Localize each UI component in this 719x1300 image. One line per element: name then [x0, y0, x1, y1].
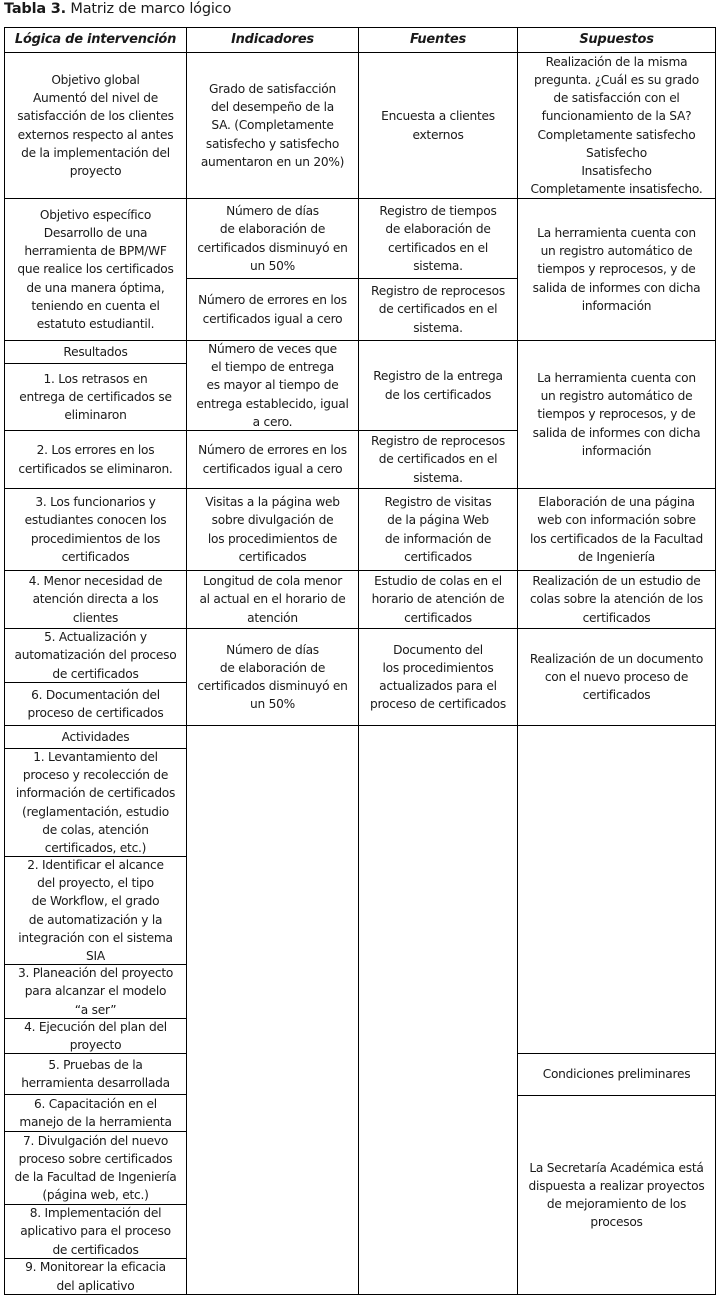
cell-text: Registro de la entrega de los certificados — [373, 369, 503, 402]
cell-text: 7. Divulgación del nuevo proceso sobre certificados de la Facultad de Ingeniería (página web, etc.) — [14, 1133, 177, 1203]
cell-text: Lógica de intervención — [14, 31, 177, 47]
result-2-indicator — [186, 430, 359, 489]
activities-sources-empty — [358, 725, 518, 1295]
global-objective-source — [358, 52, 518, 199]
cell-text: Condiciones preliminares — [542, 1067, 691, 1082]
cell-text: 8. Implementación del aplicativo para el proceso de certificados — [20, 1206, 171, 1257]
activity-3 — [4, 964, 187, 1019]
table-caption — [4, 0, 231, 18]
cell-text: 2. Los errores en los certificados se eliminaron. — [18, 443, 173, 476]
cell-text: Supuestos — [579, 31, 654, 47]
activities-indicators-empty — [186, 725, 359, 1295]
cell-text: Objetivo específico Desarrollo de una herramienta de BPM/WF que realice los certificados de una manera óptima, teniendo en cuenta el estatuto estudiantil. — [17, 207, 174, 331]
result-6-logic — [4, 682, 187, 726]
cell-text: Número de días de elaboración de certificados disminuyó en un 50% — [197, 204, 348, 273]
cell-text: Indicadores — [231, 31, 314, 47]
caption-title: Matriz de marco lógico — [70, 1, 232, 17]
activity-5 — [4, 1053, 187, 1095]
cell-text: Longitud de cola menor al actual en el horario de atención — [199, 574, 346, 625]
cell-text: 9. Monitorear la eficacia del aplicativo — [25, 1260, 166, 1293]
cell-text: 5. Pruebas de la herramienta desarrollada — [21, 1057, 170, 1090]
result-4-source — [358, 570, 518, 629]
result-2-source — [358, 430, 518, 489]
specific-objective-indicator-2 — [186, 278, 359, 341]
cell-text: 3. Planeación del proyecto para alcanzar el modelo “a ser” — [17, 966, 174, 1017]
result-1-indicator — [186, 340, 359, 431]
cell-text: 6. Capacitación en el manejo de la herramienta — [19, 1096, 172, 1129]
result-4-logic — [4, 570, 187, 629]
cell-text: 5. Actualización y automatización del proceso de certificados — [14, 630, 177, 681]
cell-text: Registro de visitas de la página Web de información de certificados — [384, 495, 492, 564]
specific-objective-source-1 — [358, 198, 518, 279]
activity-2 — [4, 856, 187, 965]
activity-1 — [4, 748, 187, 857]
result-4-assumption — [517, 570, 716, 629]
cell-text: La herramienta cuenta con un registro automático de tiempos y reprocesos, y de salida de informes con dicha información — [532, 370, 701, 458]
header-logica — [4, 27, 187, 53]
specific-objective-assumption — [517, 198, 716, 341]
activity-6 — [4, 1094, 187, 1132]
preliminary-conditions-text — [517, 1095, 716, 1295]
activity-7 — [4, 1131, 187, 1205]
header-fuentes — [358, 27, 518, 53]
result-5-logic — [4, 628, 187, 683]
cell-text: Registro de reprocesos de certificados en el sistema. — [371, 284, 505, 335]
cell-text: Registro de tiempos de elaboración de certificados en el sistema. — [379, 204, 497, 273]
cell-text: Estudio de colas en el horario de atención de certificados — [371, 574, 505, 625]
result-5-6-indicator — [186, 628, 359, 726]
cell-text: Elaboración de una página web con información sobre los certificados de la Facultad de Ingeniería — [530, 495, 703, 564]
cell-text: Número de errores en los certificados igual a cero — [198, 443, 347, 476]
cell-text: 4. Ejecución del plan del proyecto — [24, 1019, 167, 1052]
global-objective-indicator — [186, 52, 359, 199]
cell-text: Objetivo global Aumentó del nivel de satisfacción de los clientes externos respecto al antes de la implementación del proyecto — [17, 72, 174, 178]
cell-text: Encuesta a clientes externos — [381, 109, 495, 142]
cell-text: Actividades — [61, 729, 130, 744]
cell-text: 1. Levantamiento del proceso y recolección de información de certificados (reglamentación, estudio de colas, atención certificados, etc.) — [15, 749, 176, 855]
activity-4 — [4, 1018, 187, 1054]
cell-text: 2. Identificar el alcance del proyecto, el tipo de Workflow, el grado de automatización y la integración con el sistema SIA — [18, 857, 173, 963]
cell-text: Número de días de elaboración de certificados disminuyó en un 50% — [197, 642, 348, 712]
global-objective-logic — [4, 52, 187, 199]
cell-text: Resultados — [63, 344, 128, 359]
caption-label: Tabla 3. — [4, 1, 66, 17]
cell-text: Documento del los procedimientos actualizados para el proceso de certificados — [370, 642, 506, 712]
cell-text: Grado de satisfacción del desempeño de la SA. (Completamente satisfecho y satisfecho aumentaron en un 20%) — [200, 81, 345, 169]
cell-text: Realización de la misma pregunta. ¿Cuál es su grado de satisfacción con el funcionamiento de la SA? Completamente satisfecho Satisfecho Insatisfecho Completamente insatisfecho. — [530, 54, 703, 197]
cell-text: 4. Menor necesidad de atención directa a los clientes — [28, 574, 163, 625]
specific-objective-source-2 — [358, 278, 518, 341]
preliminary-conditions-label — [517, 1053, 716, 1096]
results-label — [4, 340, 187, 364]
cell-text: 3. Los funcionarios y estudiantes conocen los procedimientos de los certificados — [24, 495, 167, 564]
result-5-6-source — [358, 628, 518, 726]
result-3-assumption — [517, 488, 716, 571]
cell-text: 1. Los retrasos en entrega de certificados se eliminaron — [19, 371, 172, 423]
result-5-6-assumption — [517, 628, 716, 726]
cell-text: Número de veces que el tiempo de entrega es mayor al tiempo de entrega establecido, igual a cero. — [196, 342, 349, 429]
activities-assumptions-empty — [517, 725, 716, 1054]
result-1-source — [358, 340, 518, 431]
specific-objective-logic — [4, 198, 187, 341]
cell-text: Realización de un documento con el nuevo proceso de certificados — [529, 651, 704, 703]
result-2-logic — [4, 430, 187, 489]
results-1-2-assumption — [517, 340, 716, 489]
global-objective-assumption — [517, 52, 716, 199]
cell-text: Realización de un estudio de colas sobre la atención de los certificados — [529, 574, 704, 625]
header-indicadores — [186, 27, 359, 53]
result-3-indicator — [186, 488, 359, 571]
cell-text: La herramienta cuenta con un registro automático de tiempos y reprocesos, y de salida de informes con dicha información — [532, 225, 701, 313]
result-3-logic — [4, 488, 187, 571]
activities-label — [4, 725, 187, 749]
result-3-source — [358, 488, 518, 571]
cell-text: Visitas a la página web sobre divulgación de los procedimientos de certificados — [205, 495, 340, 564]
cell-text: Fuentes — [410, 31, 466, 47]
specific-objective-indicator-1 — [186, 198, 359, 279]
result-4-indicator — [186, 570, 359, 629]
result-1-logic — [4, 363, 187, 431]
header-supuestos — [517, 27, 716, 53]
activity-8 — [4, 1204, 187, 1259]
cell-text: Registro de reprocesos de certificados en el sistema. — [371, 434, 505, 485]
cell-text: 6. Documentación del proceso de certificados — [27, 687, 164, 720]
cell-text: Número de errores en los certificados igual a cero — [198, 293, 347, 326]
cell-text: La Secretaría Académica está dispuesta a realizar proyectos de mejoramiento de los procesos — [528, 1160, 705, 1230]
activity-9 — [4, 1258, 187, 1295]
